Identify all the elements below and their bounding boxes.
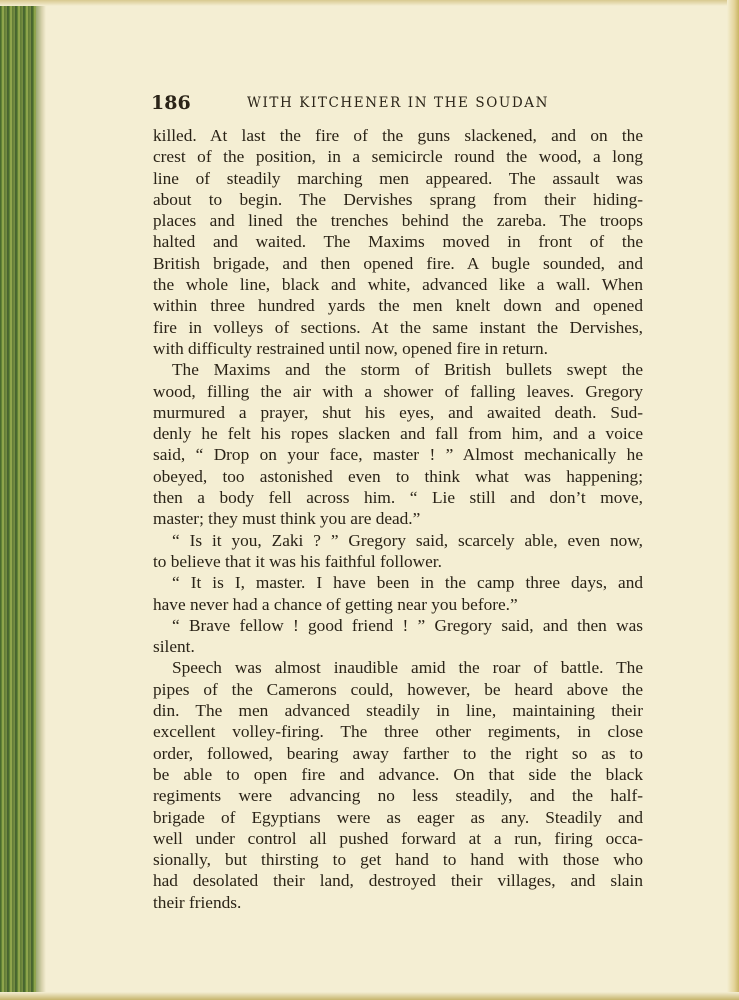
body-text [153, 125, 643, 913]
text-line: obeyed, too astonished even to think what was happening; [153, 466, 643, 486]
page-top-edge [0, 0, 739, 6]
text-line: had desolated their land, destroyed their villages, and slain [153, 871, 643, 891]
page-bottom-edge [0, 992, 739, 1000]
text-line: brigade of Egyptians were as eager as any. Steadily and [153, 807, 643, 827]
text-line: within three hundred yards the men knelt down and opened [153, 296, 643, 316]
text-line: their friends. [153, 892, 242, 912]
text-line: silent. [153, 637, 195, 657]
text-line: the whole line, black and white, advanced like a wall. When [153, 275, 643, 295]
text-line: din. The men advanced steadily in line, maintaining their [153, 701, 643, 721]
text-line: master; they must think you are dead.” [153, 509, 421, 529]
text-line: excellent volley-firing. The three other regiments, in close [153, 722, 643, 742]
text-line: regiments were advancing no less steadily, and the half- [153, 786, 643, 806]
text-line: order, followed, bearing away farther to the right so as to [153, 743, 643, 763]
text-line: British brigade, and then opened fire. A bugle sounded, and [153, 253, 643, 273]
page-header [151, 92, 641, 116]
text-line: crest of the position, in a semicircle round the wood, a long [153, 147, 643, 167]
page-right-edge [727, 0, 739, 1000]
text-line: with difficulty restrained until now, opened fire in return. [153, 338, 548, 358]
text-line: pipes of the Camerons could, however, be heard above the [153, 679, 643, 699]
book-spine [0, 0, 36, 1000]
text-line: denly he felt his ropes slacken and fall from him, and a voice [153, 424, 643, 444]
running-title: WITH KITCHENER IN THE SOUDAN [247, 95, 550, 111]
text-line: wood, filling the air with a shower of falling leaves. Gregory [153, 381, 643, 401]
text-line: murmured a prayer, shut his eyes, and awaited death. Sud- [153, 402, 643, 422]
text-line: “ Brave fellow ! good friend ! ” Gregory said, and then was [172, 615, 643, 635]
text-line: The Maxims and the storm of British bullets swept the [172, 360, 643, 380]
text-line: said, “ Drop on your face, master ! ” Almost mechanically he [153, 445, 643, 465]
text-line: halted and waited. The Maxims moved in front of the [153, 232, 643, 252]
text-line: about to begin. The Dervishes sprang from their hiding- [153, 189, 643, 209]
text-line: Speech was almost inaudible amid the roar of battle. The [172, 658, 643, 678]
text-line: to believe that it was his faithful follower. [153, 551, 442, 571]
gutter-shadow [36, 0, 46, 1000]
text-line: fire in volleys of sections. At the same instant the Dervishes, [153, 317, 643, 337]
text-line: then a body fell across him. “ Lie still and don’t move, [153, 488, 643, 508]
text-line: line of steadily marching men appeared. The assault was [153, 168, 643, 188]
text-line: have never had a chance of getting near you before.” [153, 594, 518, 614]
text-line: be able to open fire and advance. On that side the black [153, 764, 643, 784]
text-line: sionally, but thirsting to get hand to hand with those who [153, 850, 643, 870]
page-number: 186 [151, 92, 191, 114]
text-line: places and lined the trenches behind the zareba. The troops [153, 211, 643, 231]
text-line: “ Is it you, Zaki ? ” Gregory said, scarcely able, even now, [172, 530, 643, 550]
text-line: well under control all pushed forward at a run, firing occa- [153, 828, 643, 848]
text-line: killed. At last the fire of the guns slackened, and on the [153, 126, 643, 145]
text-line: “ It is I, master. I have been in the camp three days, and [172, 573, 643, 593]
